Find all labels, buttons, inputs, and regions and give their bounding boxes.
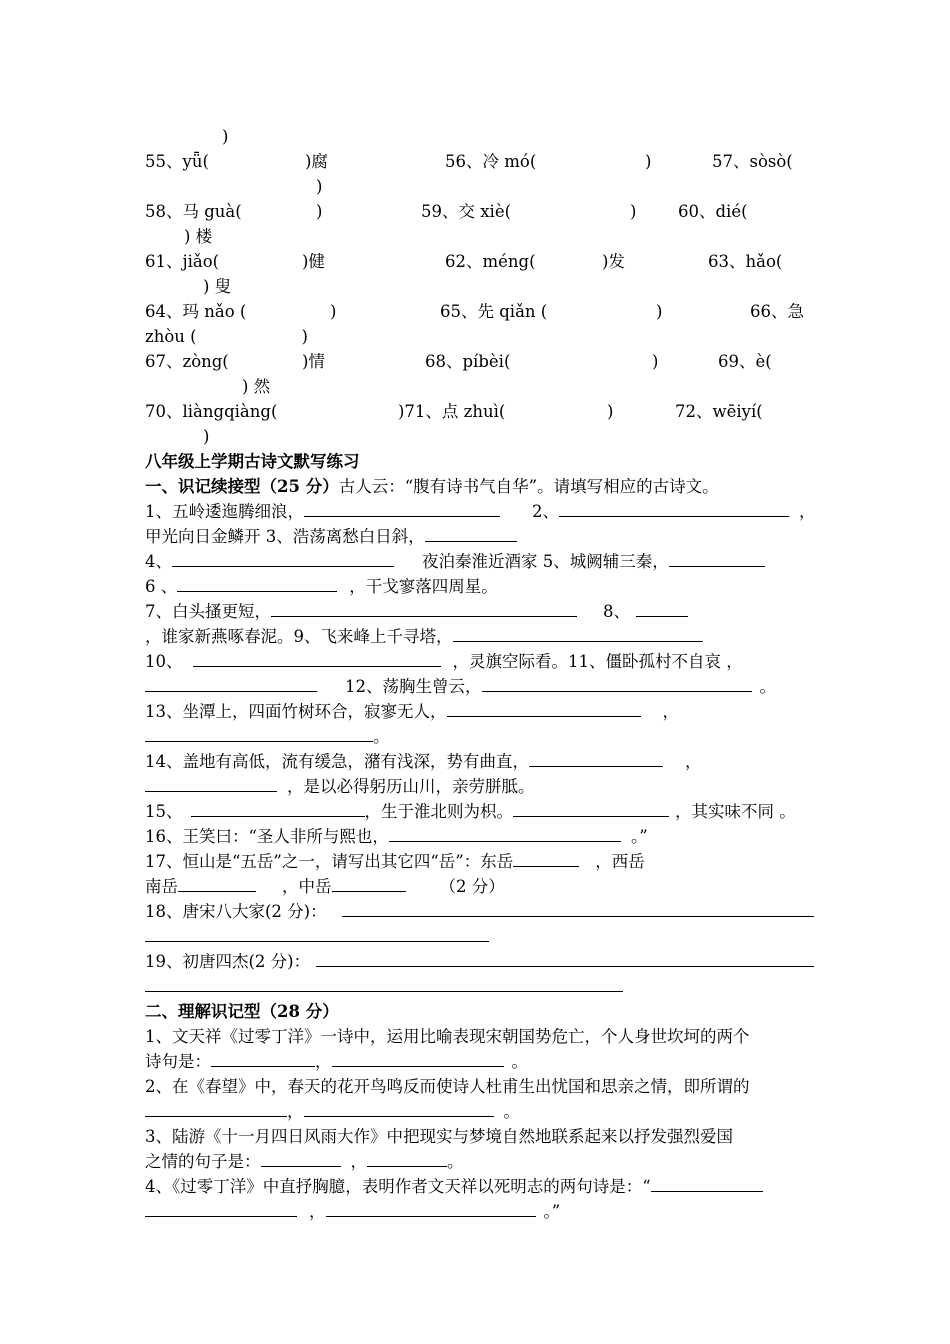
q2-text: 2、 xyxy=(532,502,559,521)
q17-west: ，西岳 xyxy=(595,852,645,871)
q7-blank[interactable] xyxy=(271,599,577,617)
q17-line xyxy=(145,849,645,874)
pinyin-63-end: ) 叟 xyxy=(203,277,232,296)
pinyin-64-end: ) xyxy=(330,302,337,321)
q4-text: 4、 xyxy=(145,552,172,571)
pinyin-72-end: ) xyxy=(203,427,210,446)
q19-label: 19、初唐四杰(2 分)： xyxy=(145,952,311,971)
q12-text: 12、荡胸生曾云， xyxy=(345,677,482,696)
q13-line xyxy=(145,699,679,724)
p2-q3-prefix: 之情的句子是： xyxy=(145,1152,261,1171)
q15-blank-b[interactable] xyxy=(513,799,669,817)
p2-q4-line2 xyxy=(145,1199,560,1224)
q9-text: ，谁家新燕啄春泥。9、飞来峰上千寻塔， xyxy=(145,627,453,646)
part2-heading: 二、理解识记型（28 分） xyxy=(145,1002,339,1021)
q16-blank[interactable] xyxy=(389,824,621,842)
pinyin-58-end: ) xyxy=(316,202,323,221)
pinyin-line: ) xyxy=(222,127,229,146)
q6-rest: ，干戈寥落四周星。 xyxy=(349,577,498,596)
q7-text: 7、白头搔更短， xyxy=(145,602,271,621)
p2-q4-text: 4、《过零丁洋》中直抒胸臆，表明作者文天祥以死明志的两句诗是：“ xyxy=(145,1177,651,1196)
p2-q1-end: 。 xyxy=(511,1052,528,1071)
pinyin-59-end: ) xyxy=(630,202,637,221)
p2-q2-blank-b[interactable] xyxy=(304,1099,494,1117)
q17-south: 南岳 xyxy=(145,877,178,896)
pinyin-65: 65、先 qiǎn ( xyxy=(440,302,548,321)
q17-text: 17、恒山是“五岳”之一，请写出其它四“岳”：东岳 xyxy=(145,852,514,871)
pinyin-68-end: ) xyxy=(652,352,659,371)
q17-line2 xyxy=(145,874,505,899)
q13-text: 13、坐潭上，四面竹树环合，寂寥无人， xyxy=(145,702,447,721)
q6-text: 6 、 xyxy=(145,577,178,596)
p2-q1-blank-b[interactable] xyxy=(332,1049,504,1067)
pinyin-65-end: ) xyxy=(656,302,663,321)
pinyin-72: 72、wēiyí( xyxy=(675,402,763,421)
pinyin-71-end: ) xyxy=(607,402,614,421)
pinyin-61-end: )健 xyxy=(302,252,325,271)
q11-blank[interactable] xyxy=(145,674,317,692)
q6-blank[interactable] xyxy=(177,574,337,592)
q3-line xyxy=(145,524,517,549)
q15-line xyxy=(145,799,796,824)
pinyin-56-end: ) xyxy=(645,152,652,171)
pinyin-67-end: )情 xyxy=(302,352,325,371)
pinyin-61: 61、jiǎo( xyxy=(145,252,220,271)
p2-q1-prefix: 诗句是： xyxy=(145,1052,211,1071)
pinyin-60: 60、dié( xyxy=(678,202,748,221)
pinyin-62: 62、méng( xyxy=(445,252,536,271)
p2-q4-line1 xyxy=(145,1174,763,1199)
q17-blank-east[interactable] xyxy=(513,849,579,867)
pinyin-57-end: ) xyxy=(316,177,323,196)
p2-q4-end: 。” xyxy=(543,1202,561,1221)
q6-line xyxy=(145,574,498,599)
p2-q3-end: 。 xyxy=(447,1152,464,1171)
q17-blank-center[interactable] xyxy=(332,874,406,892)
p2-q1-line1: 1、文天祥《过零丁洋》一诗中，运用比喻表现宋朝国势危亡，个人身世坎坷的两个 xyxy=(145,1027,750,1046)
q18-blank-b[interactable] xyxy=(145,941,489,942)
q10-rest: ，灵旗空际看。11、僵卧孤村不自哀 ， xyxy=(452,652,743,671)
q8-line xyxy=(603,599,688,624)
q4-line xyxy=(145,549,765,574)
q14-line2 xyxy=(145,774,535,799)
part1-intro: 古人云：“腹有诗书气自华”。请填写相应的古诗文。 xyxy=(338,477,719,496)
pinyin-70: 70、liàngqiàng( xyxy=(145,402,278,421)
q17-points: （2 分） xyxy=(439,877,505,896)
p2-q3-blank-b[interactable] xyxy=(367,1149,447,1167)
pinyin-62-end: )发 xyxy=(602,252,625,271)
p2-q4-blank-a[interactable] xyxy=(651,1174,763,1192)
q5-blank[interactable] xyxy=(669,549,765,567)
q14-line xyxy=(145,749,702,774)
pinyin-55-end: )腐 xyxy=(305,152,328,171)
q13-line2 xyxy=(145,724,390,749)
q3-text: 甲光向日金鳞开 3、浩荡离愁白日斜， xyxy=(145,527,425,546)
q10-line xyxy=(145,649,743,674)
q13-blank-a[interactable] xyxy=(447,699,641,717)
q16-line xyxy=(145,824,648,849)
q12-blank[interactable] xyxy=(482,674,752,692)
pinyin-55: 55、yǖ( xyxy=(145,152,209,171)
pinyin-58: 58、马 guà( xyxy=(145,202,242,221)
q15-end: ，其实味不同 。 xyxy=(675,802,796,821)
q14-comma: ， xyxy=(685,752,702,771)
q14-blank-b[interactable] xyxy=(145,774,277,792)
q16-end: 。” xyxy=(630,827,648,846)
q12-end: 。 xyxy=(759,677,776,696)
pinyin-57: 57、sòsò( xyxy=(712,152,793,171)
q18-blank-a[interactable] xyxy=(342,916,814,917)
q13-comma: ， xyxy=(662,702,679,721)
q11-line xyxy=(145,674,776,699)
pinyin-59: 59、交 xiè( xyxy=(421,202,512,221)
q9-line xyxy=(145,624,703,649)
p2-q2-blank-a[interactable] xyxy=(145,1099,287,1117)
q14-rest: ，是以必得躬历山川，亲劳胼胝。 xyxy=(287,777,535,796)
q2-line xyxy=(532,499,816,524)
pinyin-67: 67、zòng( xyxy=(145,352,229,371)
q2-blank[interactable] xyxy=(559,499,789,517)
q10-blank[interactable] xyxy=(193,649,441,667)
q2-comma: ， xyxy=(799,502,816,521)
p2-q2-line2 xyxy=(145,1099,520,1124)
q17-blank-south[interactable] xyxy=(178,874,256,892)
pinyin-64: 64、玛 nǎo ( xyxy=(145,302,247,321)
q17-center: ，中岳 xyxy=(282,877,332,896)
pinyin-66: 66、急 xyxy=(750,302,804,321)
p2-q3-blank-a[interactable] xyxy=(261,1149,341,1167)
q5-text: 夜泊秦淮近酒家 5、城阙辅三秦， xyxy=(422,552,669,571)
section-heading: 八年级上学期古诗文默写练习 xyxy=(145,452,360,471)
q18-label: 18、唐宋八大家(2 分)： xyxy=(145,902,327,921)
p2-q4-blank-c[interactable] xyxy=(326,1199,536,1217)
q3-blank[interactable] xyxy=(425,524,517,542)
q15-mid: ，生于淮北则为枳。 xyxy=(364,802,513,821)
part1-heading-line xyxy=(145,474,719,499)
pinyin-60-end: ) 楼 xyxy=(184,227,213,246)
q7-line xyxy=(145,599,577,624)
p2-q1-line2 xyxy=(145,1049,528,1074)
q1-text: 1、五岭逶迤腾细浪， xyxy=(145,502,304,521)
q16-text: 16、王笑曰：“圣人非所与熙也， xyxy=(145,827,389,846)
pinyin-63: 63、hǎo( xyxy=(708,252,783,271)
part1-heading: 一、识记续接型（25 分） xyxy=(145,477,339,496)
q9-blank[interactable] xyxy=(453,624,703,642)
q8-blank[interactable] xyxy=(636,599,688,617)
q1-blank[interactable] xyxy=(304,499,500,517)
pinyin-56: 56、冷 mó( xyxy=(445,152,537,171)
p2-q2-comma: ， xyxy=(287,1102,304,1121)
pinyin-71: )71、点 zhuì( xyxy=(398,402,506,421)
p2-q2-end: 。 xyxy=(503,1102,520,1121)
q14-blank-a[interactable] xyxy=(529,749,663,767)
q4-blank[interactable] xyxy=(172,549,394,567)
p2-q1-comma: ， xyxy=(315,1052,332,1071)
pinyin-69: 69、è( xyxy=(718,352,772,371)
p2-q2-line1: 2、在《春望》中，春天的花开鸟鸣反而使诗人杜甫生出忧国和思亲之情，即所谓的 xyxy=(145,1077,750,1096)
pinyin-68: 68、píbèi( xyxy=(425,352,511,371)
q1-line xyxy=(145,499,500,524)
q13-blank-b[interactable] xyxy=(145,724,373,742)
p2-q3-line2 xyxy=(145,1149,464,1174)
q19-blank-b[interactable] xyxy=(145,991,623,992)
q10-text: 10、 xyxy=(145,652,183,671)
pinyin-69-end: ) 然 xyxy=(242,377,271,396)
p2-q4-comma: ， xyxy=(309,1202,326,1221)
p2-q4-blank-b[interactable] xyxy=(145,1199,297,1217)
q15-text: 15、 xyxy=(145,802,183,821)
p2-q3-line1: 3、陆游《十一月四日风雨大作》中把现实与梦境自然地联系起来以抒发强烈爱国 xyxy=(145,1127,733,1146)
q19-blank-a[interactable] xyxy=(316,966,814,967)
p2-q3-comma: ， xyxy=(350,1152,367,1171)
p2-q1-blank-a[interactable] xyxy=(211,1049,315,1067)
pinyin-66-end: zhòu ( ) xyxy=(145,327,308,346)
q8-text: 8、 xyxy=(603,602,630,621)
q14-text: 14、盖地有高低，流有缓急，潴有浅深，势有曲直， xyxy=(145,752,529,771)
q13-end: 。 xyxy=(373,727,390,746)
q15-blank-a[interactable] xyxy=(191,799,365,817)
